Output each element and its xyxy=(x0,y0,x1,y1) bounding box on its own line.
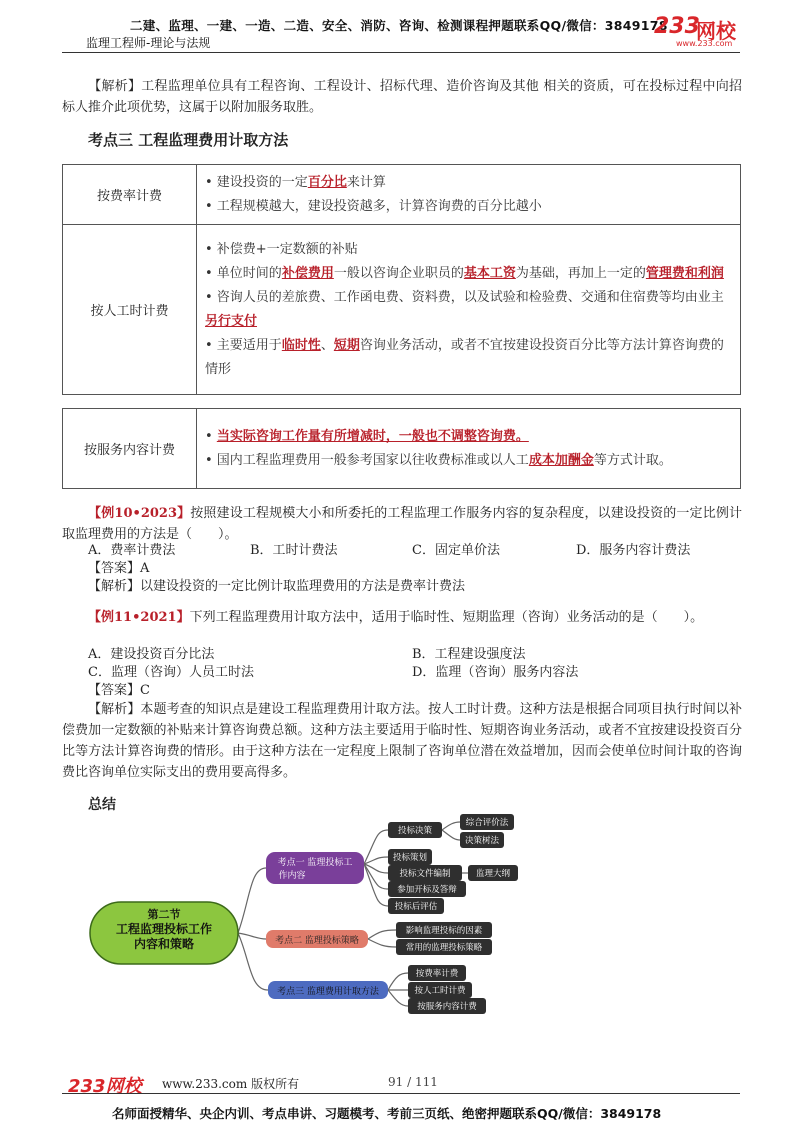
example10-option-d: D．服务内容计费法 xyxy=(576,543,691,558)
svg-text:按人工时计费: 按人工时计费 xyxy=(414,986,466,996)
logo-url: www.233.com xyxy=(676,39,733,48)
fee-method-table xyxy=(62,164,741,395)
footer-promo: 名师面授精华、央企内训、考点串讲、习题模考、考前三页纸、绝密押题联系QQ/微信：3849178 xyxy=(112,1106,662,1121)
example11-option-b: B．工程建设强度法 xyxy=(412,647,526,662)
row-label-hourly: 按人工时计费 xyxy=(63,225,197,395)
svg-text:决策树法: 决策树法 xyxy=(464,836,500,846)
example11-analysis: 【解析】本题考查的知识点是建设工程监理费用计取方法。按人工时计费。这种方法是根据合同项目执行时间以补偿费加一定数额的补贴来计算咨询费总额。这种方法主要适用于临时性、短期咨询业务活动，或者不宜按建设投资百分比等方法计算咨询费的情形。由于这种方法在一定程度上限制了咨询单位潜在效益增加，因而会使单位时间计取的咨询费比咨询单位实际支出的费用要高得多。 xyxy=(62,702,742,780)
highlight-percentage: 百分比 xyxy=(307,174,347,190)
intro-analysis xyxy=(62,76,742,118)
mindmap-branch-1-line-2: 作内容 xyxy=(278,871,306,881)
example11-option-a: A．建设投资百分比法 xyxy=(88,647,215,662)
row-content-rate: • 建设投资的一定百分比来计算 • 工程规模越大，建设投资越多，计算咨询费的百分比越小 xyxy=(197,165,741,225)
intro-tag: 【解析】 xyxy=(88,79,142,94)
example11-tag: 【例11•2021】 xyxy=(88,610,190,625)
mindmap-branch-3-label: 考点三 监理费用计取方法 xyxy=(277,987,379,997)
svg-text:投标策划: 投标策划 xyxy=(392,853,428,863)
section-title: 考点三 工程监理费用计取方法 xyxy=(88,131,289,149)
svg-text:投标决策: 投标决策 xyxy=(397,826,433,836)
footer-logo: 233网校 xyxy=(68,1076,142,1097)
summary-mindmap xyxy=(62,800,740,1030)
example10-option-b: B．工时计费法 xyxy=(250,543,338,558)
table-row xyxy=(63,225,741,395)
highlight-no-adjust: 当实际咨询工作量有所增减时，一般也不调整咨询费。 xyxy=(216,428,529,444)
table-row xyxy=(63,165,741,225)
summary-title: 总结 xyxy=(88,797,116,813)
example10-answer: 【答案】A xyxy=(88,561,150,576)
example11-option-c: C．监理（咨询）人员工时法 xyxy=(88,665,254,680)
svg-text:参加开标及答辩: 参加开标及答辩 xyxy=(397,885,457,895)
header-promo: 二建、监理、一建、一造、二造、安全、消防、咨询、检测课程押题联系QQ/微信：3849178 xyxy=(130,18,668,33)
svg-text:综合评价法: 综合评价法 xyxy=(465,818,509,828)
intro-text: 工程监理单位具有工程咨询、工程设计、招标代理、造价咨询及其他 相关的资质，可在投标过程中向招标人推介此项优势，这属于以附加服务取胜。 xyxy=(62,79,742,115)
row-label-service: 按服务内容计费 xyxy=(63,409,197,489)
example10-analysis: 【解析】以建设投资的一定比例计取监理费用的方法是费率计费法 xyxy=(88,579,466,594)
example10-tag: 【例10•2023】 xyxy=(88,506,191,521)
example11-option-d: D．监理（咨询）服务内容法 xyxy=(412,665,579,680)
page-number: 91 / 111 xyxy=(388,1075,438,1089)
row-label-rate: 按费率计费 xyxy=(63,165,197,225)
mindmap-root-line-2: 工程监理投标工作 xyxy=(115,922,213,936)
service-fee-table xyxy=(62,408,741,489)
svg-text:常用的监理投标策略: 常用的监理投标策略 xyxy=(405,943,483,953)
example11-answer: 【答案】C xyxy=(88,683,150,698)
logo-brand: 网校 xyxy=(696,19,736,43)
svg-text:按服务内容计费: 按服务内容计费 xyxy=(417,1002,477,1012)
brand-logo xyxy=(654,14,740,50)
example11-question: 【例11•2021】下列工程监理费用计取方法中，适用于临时性、短期监理（咨询）业务活动的是（ ）。 xyxy=(88,610,704,625)
mindmap-root-line-3: 内容和策略 xyxy=(133,937,195,951)
mindmap-root-line-1: 第二节 xyxy=(147,908,181,921)
example10-option-a: A．费率计费法 xyxy=(88,543,176,558)
row-content-hourly: • 补偿费+一定数额的补贴 • 单位时间的补偿费用一般以咨询企业职员的基本工资为基础，再加上一定的管理费和利润 • 咨询人员的差旅费、工作函电费、资料费，以及试验和检验费、交通和住宿费等均由业主另行支付 • 主要适用于临时性、短期咨询业务活动，或者不宜按建设投资百分比等方法计算咨询费的情形 xyxy=(197,225,741,395)
row-content-service: • 当实际咨询工作量有所增减时，一般也不调整咨询费。 • 国内工程监理费用一般参考国家以往收费标准或以人工成本加酬金等方式计取。 xyxy=(197,409,741,489)
svg-text:投标后评估: 投标后评估 xyxy=(394,902,438,912)
svg-text:影响监理投标的因素: 影响监理投标的因素 xyxy=(405,926,483,936)
header-rule xyxy=(62,52,740,53)
mindmap-branch-2-label: 考点二 监理投标策略 xyxy=(275,936,359,946)
svg-text:按费率计费: 按费率计费 xyxy=(415,969,459,979)
svg-text:监理大纲: 监理大纲 xyxy=(475,869,511,879)
footer-rule xyxy=(62,1093,740,1094)
mindmap-branch-1-line-1: 考点一 监理投标工 xyxy=(277,858,353,868)
svg-text:投标文件编制: 投标文件编制 xyxy=(399,869,451,879)
footer-url[interactable]: www.233.com 版权所有 xyxy=(162,1077,300,1091)
table-row xyxy=(63,409,741,489)
header-subtitle: 监理工程师-理论与法规 xyxy=(86,36,211,50)
example10-question: 【例10•2023】按照建设工程规模大小和所委托的工程监理工作服务内容的复杂程度，以建设投资的一定比例计取监理费用的方法是（ ）。 xyxy=(62,506,742,542)
example10-option-c: C．固定单价法 xyxy=(412,543,500,558)
logo-number: 233 xyxy=(654,14,700,39)
